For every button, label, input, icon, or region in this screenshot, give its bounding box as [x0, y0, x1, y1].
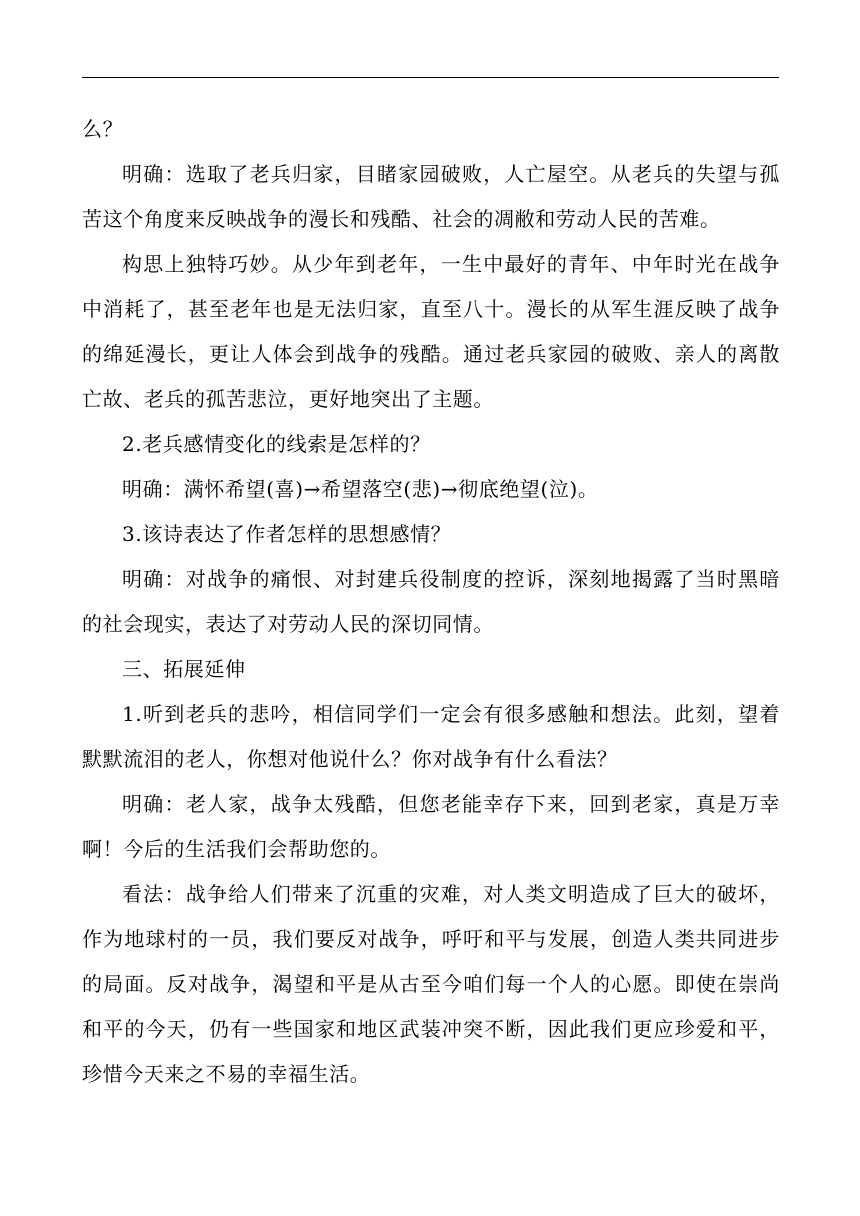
- extension-question-1: 1.听到老兵的悲吟，相信同学们一定会有很多感触和想法。此刻，望着默默流泪的老人，你想对他说什么？你对战争有什么看法？: [82, 702, 780, 771]
- paragraph-continuation: 么？: [82, 117, 124, 141]
- question-3: 3.该诗表达了作者怎样的思想感情？: [122, 522, 452, 546]
- document-body: [82, 107, 780, 1097]
- paragraph-answer-perspective: 明确：选取了老兵归家，目睹家园破败，人亡屋空。从老兵的失望与孤苦这个角度来反映战争的漫长和残酷、社会的凋敝和劳动人民的苦难。: [82, 162, 780, 231]
- question-2: 2.老兵感情变化的线索是怎样的？: [122, 432, 431, 456]
- paragraph-structure: 构思上独特巧妙。从少年到老年，一生中最好的青年、中年时光在战争中消耗了，甚至老年也是无法归家，直至八十。漫长的从军生涯反映了战争的绵延漫长，更让人体会到战争的残酷。通过老兵家园的破败、亲人的离散亡故、老兵的孤苦悲泣，更好地突出了主题。: [82, 252, 780, 411]
- section-heading-extension: 三、拓展延伸: [122, 657, 246, 681]
- answer-2: 明确：满怀希望(喜)→希望落空(悲)→彻底绝望(泣)。: [122, 477, 599, 501]
- extension-view: 看法：战争给人们带来了沉重的灾难，对人类文明造成了巨大的破坏，作为地球村的一员，我们要反对战争，呼吁和平与发展，创造人类共同进步的局面。反对战争，渴望和平是从古至今咱们每一个人的心愿。即使在崇尚和平的今天，仍有一些国家和地区武装冲突不断，因此我们更应珍爱和平，珍惜今天来之不易的幸福生活。: [82, 882, 780, 1086]
- extension-answer: 明确：老人家，战争太残酷，但您老能幸存下来，回到老家，真是万幸啊！今后的生活我们会帮助您的。: [82, 792, 780, 861]
- answer-3: 明确：对战争的痛恨、对封建兵役制度的控诉，深刻地揭露了当时黑暗的社会现实，表达了对劳动人民的深切同情。: [82, 567, 780, 636]
- header-rule: [82, 77, 779, 78]
